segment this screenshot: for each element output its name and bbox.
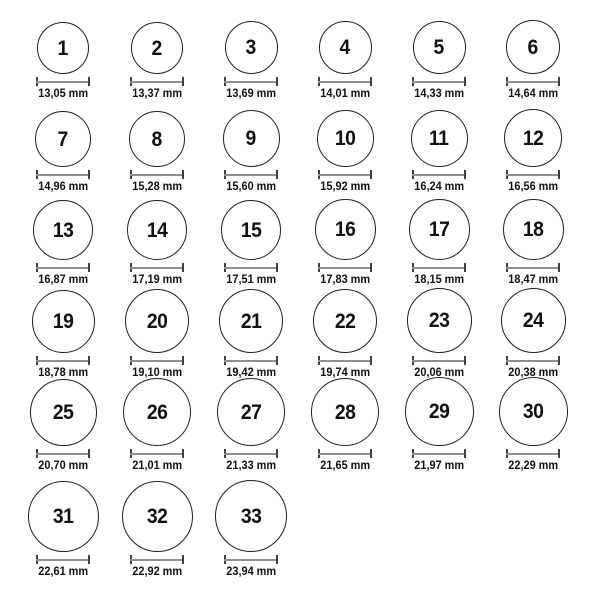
- ring-size-cell: [486, 377, 580, 473]
- chart-row: [16, 287, 600, 380]
- dimension-tick-right: [464, 77, 466, 86]
- ring-size-number: 31: [52, 505, 74, 528]
- diameter-dimension-line: [224, 356, 278, 365]
- ring-size-number: 14: [146, 218, 168, 242]
- ring-circle: [413, 21, 466, 74]
- diameter-dimension-line: [318, 263, 372, 272]
- ring-size-cell: [110, 111, 204, 194]
- diameter-dimension-line: [506, 263, 560, 272]
- ring-size-number: 5: [433, 36, 445, 59]
- ring-circle: [506, 20, 560, 74]
- ring-size-number: 24: [522, 309, 544, 332]
- diameter-label: 21,65 mm: [320, 460, 370, 472]
- diameter-label: 17,51 mm: [226, 274, 276, 286]
- diameter-label: 18,15 mm: [414, 274, 464, 286]
- ring-size-number: 28: [334, 400, 356, 424]
- ring-circle: [223, 110, 280, 167]
- dimension-tick-right: [370, 356, 372, 365]
- chart-row: [16, 8, 600, 101]
- diameter-dimension-line: [130, 356, 184, 365]
- ring-circle: [129, 111, 185, 167]
- diameter-dimension-line: [318, 170, 372, 179]
- ring-circle: [407, 288, 472, 353]
- diameter-dimension-line: [224, 170, 278, 179]
- ring-size-cell: [392, 377, 486, 473]
- dimension-bar: [224, 267, 278, 269]
- diameter-dimension-line: [412, 263, 466, 272]
- diameter-dimension-line: [224, 555, 278, 564]
- dimension-bar: [318, 360, 372, 362]
- dimension-bar: [412, 360, 466, 362]
- dimension-tick-right: [558, 170, 560, 179]
- ring-circle: [317, 110, 374, 167]
- ring-size-cell: [110, 481, 204, 579]
- ring-size-number: 8: [151, 127, 163, 151]
- ring-circle: [219, 289, 283, 353]
- dimension-bar: [36, 81, 90, 83]
- diameter-dimension-line: [506, 77, 560, 86]
- ring-size-cell: [486, 109, 580, 194]
- diameter-label: 21,33 mm: [226, 460, 276, 472]
- ring-circle: [504, 109, 562, 167]
- ring-size-cell: [204, 378, 298, 473]
- ring-size-number: 15: [240, 218, 262, 242]
- ring-size-cell: [110, 378, 204, 473]
- diameter-dimension-line: [36, 449, 90, 458]
- ring-size-number: 6: [527, 35, 539, 59]
- dimension-bar: [412, 174, 466, 176]
- diameter-label: 18,47 mm: [508, 274, 558, 286]
- ring-size-number: 18: [522, 218, 544, 241]
- diameter-label: 15,28 mm: [132, 181, 182, 193]
- ring-size-number: 16: [334, 218, 356, 241]
- ring-size-number: 10: [334, 127, 356, 150]
- dimension-tick-right: [182, 170, 184, 179]
- dimension-tick-right: [464, 263, 466, 272]
- diameter-dimension-line: [130, 555, 184, 564]
- diameter-dimension-line: [36, 555, 90, 564]
- ring-size-cell: [298, 199, 392, 287]
- ring-size-cell: [16, 481, 110, 579]
- dimension-tick-right: [88, 263, 90, 272]
- ring-circle: [313, 289, 377, 353]
- ring-circle: [405, 377, 474, 446]
- ring-circle: [37, 22, 89, 74]
- ring-size-number: 30: [522, 400, 544, 423]
- diameter-label: 22,61 mm: [38, 566, 88, 578]
- diameter-label: 16,56 mm: [508, 181, 558, 193]
- dimension-bar: [412, 453, 466, 455]
- ring-size-number: 26: [146, 400, 168, 424]
- diameter-dimension-line: [412, 77, 466, 86]
- ring-size-cell: [16, 200, 110, 287]
- dimension-tick-right: [182, 356, 184, 365]
- dimension-bar: [506, 81, 560, 83]
- diameter-dimension-line: [412, 356, 466, 365]
- diameter-label: 18,78 mm: [38, 367, 88, 379]
- ring-size-number: 2: [151, 36, 163, 60]
- diameter-dimension-line: [130, 449, 184, 458]
- dimension-tick-right: [182, 77, 184, 86]
- ring-circle: [127, 200, 187, 260]
- ring-circle: [32, 290, 95, 353]
- ring-circle: [221, 200, 281, 260]
- diameter-label: 13,37 mm: [132, 88, 182, 100]
- diameter-label: 16,87 mm: [38, 274, 88, 286]
- ring-size-cell: [204, 110, 298, 194]
- diameter-label: 13,69 mm: [226, 88, 276, 100]
- ring-size-cell: [110, 22, 204, 101]
- ring-size-number: 9: [245, 127, 257, 150]
- dimension-tick-right: [464, 449, 466, 458]
- dimension-bar: [506, 174, 560, 176]
- diameter-label: 14,01 mm: [320, 88, 370, 100]
- dimension-tick-right: [276, 555, 278, 564]
- ring-size-number: 33: [240, 504, 262, 528]
- ring-circle: [409, 199, 470, 260]
- dimension-tick-right: [370, 77, 372, 86]
- diameter-label: 23,94 mm: [226, 566, 276, 578]
- ring-size-number: 23: [428, 309, 450, 332]
- diameter-label: 20,38 mm: [508, 367, 558, 379]
- ring-circle: [315, 199, 376, 260]
- dimension-tick-right: [88, 356, 90, 365]
- diameter-label: 17,19 mm: [132, 274, 182, 286]
- dimension-bar: [224, 360, 278, 362]
- dimension-bar: [130, 174, 184, 176]
- ring-size-number: 19: [52, 310, 74, 333]
- diameter-label: 22,92 mm: [132, 566, 182, 578]
- ring-size-number: 25: [52, 401, 74, 424]
- diameter-dimension-line: [36, 356, 90, 365]
- ring-size-cell: [16, 290, 110, 380]
- ring-size-cell: [204, 480, 298, 579]
- ring-circle: [125, 289, 189, 353]
- ring-size-number: 32: [146, 505, 168, 528]
- ring-size-cell: [16, 22, 110, 101]
- diameter-label: 20,06 mm: [414, 367, 464, 379]
- ring-circle: [503, 199, 564, 260]
- diameter-dimension-line: [224, 77, 278, 86]
- diameter-dimension-line: [506, 449, 560, 458]
- ring-circle: [499, 377, 568, 446]
- ring-size-cell: [392, 199, 486, 287]
- ring-circle: [311, 378, 379, 446]
- ring-circle: [319, 21, 372, 74]
- diameter-dimension-line: [36, 77, 90, 86]
- diameter-dimension-line: [506, 170, 560, 179]
- dimension-tick-right: [276, 170, 278, 179]
- ring-size-cell: [204, 200, 298, 287]
- diameter-label: 14,96 mm: [38, 181, 88, 193]
- ring-size-cell: [298, 289, 392, 380]
- diameter-label: 19,10 mm: [132, 367, 182, 379]
- dimension-bar: [36, 559, 90, 561]
- ring-size-cell: [204, 21, 298, 101]
- dimension-tick-right: [88, 449, 90, 458]
- dimension-bar: [130, 360, 184, 362]
- ring-size-number: 12: [522, 126, 544, 150]
- ring-circle: [123, 378, 191, 446]
- ring-size-number: 13: [52, 218, 74, 242]
- dimension-tick-right: [558, 77, 560, 86]
- diameter-dimension-line: [318, 356, 372, 365]
- dimension-tick-right: [88, 555, 90, 564]
- ring-size-number: 20: [146, 309, 168, 333]
- dimension-bar: [36, 174, 90, 176]
- diameter-label: 14,33 mm: [414, 88, 464, 100]
- dimension-bar: [36, 360, 90, 362]
- diameter-label: 22,29 mm: [508, 460, 558, 472]
- chart-row: [16, 194, 600, 287]
- diameter-dimension-line: [130, 77, 184, 86]
- ring-circle: [30, 379, 97, 446]
- dimension-bar: [318, 174, 372, 176]
- ring-size-cell: [110, 289, 204, 380]
- ring-size-number: 4: [339, 36, 351, 59]
- ring-size-cell: [110, 200, 204, 287]
- diameter-dimension-line: [130, 263, 184, 272]
- diameter-dimension-line: [36, 170, 90, 179]
- dimension-bar: [506, 360, 560, 362]
- diameter-label: 16,24 mm: [414, 181, 464, 193]
- ring-circle: [131, 22, 183, 74]
- ring-size-cell: [486, 288, 580, 380]
- dimension-bar: [130, 559, 184, 561]
- dimension-bar: [224, 81, 278, 83]
- ring-circle: [501, 288, 566, 353]
- diameter-label: 17,83 mm: [320, 274, 370, 286]
- ring-size-number: 7: [57, 127, 69, 151]
- ring-size-cell: [298, 110, 392, 194]
- ring-size-number: 1: [57, 36, 69, 60]
- dimension-bar: [36, 267, 90, 269]
- ring-size-cell: [298, 378, 392, 473]
- ring-circle: [215, 480, 287, 552]
- dimension-bar: [36, 453, 90, 455]
- ring-circle: [35, 111, 91, 167]
- diameter-dimension-line: [36, 263, 90, 272]
- dimension-tick-right: [370, 449, 372, 458]
- ring-size-cell: [486, 199, 580, 287]
- dimension-bar: [412, 267, 466, 269]
- diameter-dimension-line: [412, 449, 466, 458]
- dimension-bar: [506, 267, 560, 269]
- ring-size-number: 17: [428, 218, 450, 241]
- dimension-tick-right: [464, 170, 466, 179]
- diameter-label: 15,60 mm: [226, 181, 276, 193]
- dimension-tick-right: [558, 449, 560, 458]
- dimension-tick-right: [558, 356, 560, 365]
- diameter-label: 21,97 mm: [414, 460, 464, 472]
- ring-size-cell: [16, 111, 110, 194]
- diameter-dimension-line: [506, 356, 560, 365]
- dimension-bar: [130, 81, 184, 83]
- dimension-tick-right: [558, 263, 560, 272]
- dimension-bar: [318, 81, 372, 83]
- dimension-bar: [224, 559, 278, 561]
- chart-row: [16, 380, 600, 473]
- diameter-label: 19,74 mm: [320, 367, 370, 379]
- chart-row: [16, 473, 600, 579]
- dimension-bar: [318, 267, 372, 269]
- dimension-tick-right: [276, 77, 278, 86]
- diameter-dimension-line: [412, 170, 466, 179]
- ring-circle: [122, 481, 193, 552]
- dimension-tick-right: [370, 263, 372, 272]
- ring-size-cell: [392, 110, 486, 194]
- diameter-label: 13,05 mm: [38, 88, 88, 100]
- dimension-bar: [412, 81, 466, 83]
- diameter-dimension-line: [318, 77, 372, 86]
- dimension-tick-right: [88, 170, 90, 179]
- ring-size-cell: [204, 289, 298, 380]
- ring-size-cell: [486, 20, 580, 101]
- dimension-tick-right: [276, 263, 278, 272]
- dimension-tick-right: [276, 356, 278, 365]
- ring-circle: [33, 200, 93, 260]
- dimension-bar: [130, 267, 184, 269]
- diameter-label: 19,42 mm: [226, 367, 276, 379]
- ring-circle: [411, 110, 468, 167]
- dimension-bar: [224, 174, 278, 176]
- ring-circle: [28, 481, 99, 552]
- dimension-tick-right: [182, 555, 184, 564]
- ring-size-number: 21: [240, 309, 262, 333]
- diameter-dimension-line: [224, 449, 278, 458]
- ring-size-cell: [392, 288, 486, 380]
- diameter-dimension-line: [224, 263, 278, 272]
- dimension-bar: [130, 453, 184, 455]
- dimension-bar: [224, 453, 278, 455]
- diameter-label: 21,01 mm: [132, 460, 182, 472]
- diameter-dimension-line: [318, 449, 372, 458]
- dimension-tick-right: [182, 263, 184, 272]
- ring-size-number: 27: [240, 400, 262, 424]
- ring-circle: [217, 378, 285, 446]
- ring-size-cell: [298, 21, 392, 101]
- dimension-bar: [506, 453, 560, 455]
- dimension-tick-right: [276, 449, 278, 458]
- ring-size-number: 11: [429, 127, 449, 150]
- ring-size-number: 22: [334, 309, 356, 333]
- ring-size-number: 29: [428, 400, 450, 423]
- diameter-label: 20,70 mm: [38, 460, 88, 472]
- diameter-label: 15,92 mm: [320, 181, 370, 193]
- dimension-tick-right: [88, 77, 90, 86]
- diameter-label: 14,64 mm: [508, 88, 558, 100]
- diameter-dimension-line: [130, 170, 184, 179]
- dimension-bar: [318, 453, 372, 455]
- ring-size-cell: [392, 21, 486, 101]
- dimension-tick-right: [370, 170, 372, 179]
- ring-circle: [225, 21, 278, 74]
- dimension-tick-right: [182, 449, 184, 458]
- dimension-tick-right: [464, 356, 466, 365]
- ring-size-cell: [16, 379, 110, 473]
- chart-row: [16, 101, 600, 194]
- ring-size-number: 3: [245, 36, 257, 59]
